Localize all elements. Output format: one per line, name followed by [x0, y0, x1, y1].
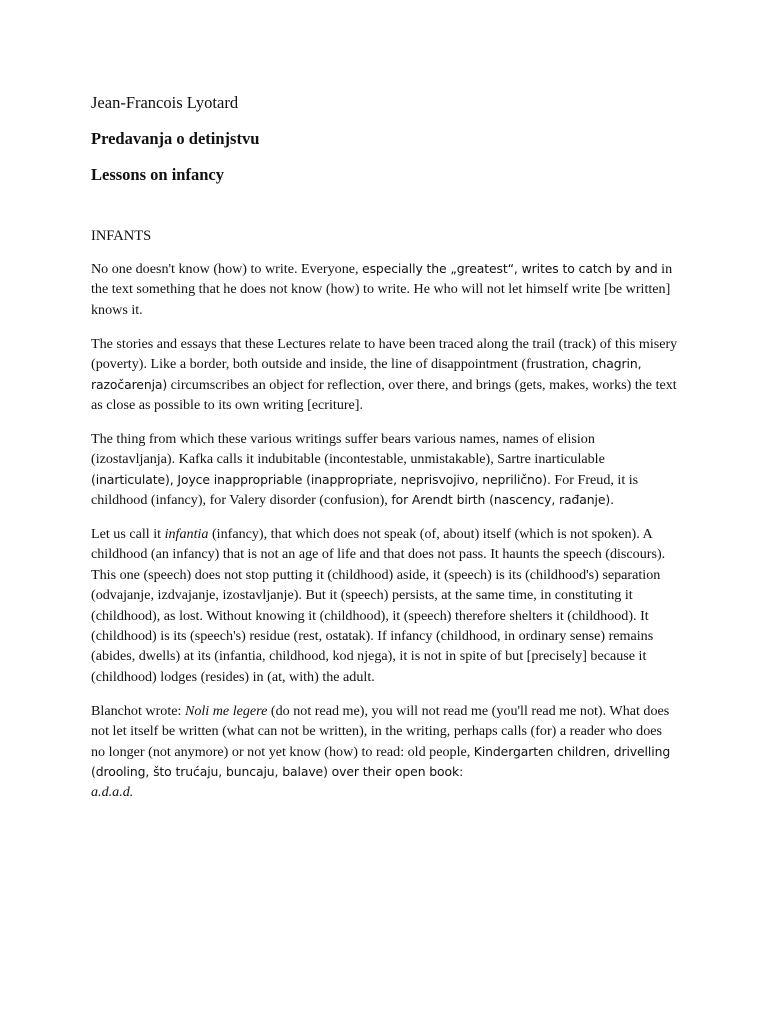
paragraph-3-text-b: (inarticulate), Joyce inappropriable (inappropriate, neprisvojivo, neprilično).: [91, 471, 551, 487]
paragraph-5-signoff: a.d.a.d.: [91, 784, 134, 801]
paragraph-1-text-c: in the text something that he does not know (how) to write. He who will not let himself write [be written] knows it.: [91, 261, 673, 318]
paragraph-2-text-b: chagrin, razočarenja): [91, 356, 642, 392]
paragraph-4-italic: infantia: [164, 525, 209, 542]
paragraph-2-text-a: The stories and essays that these Lectures relate to have been traced along the trail (track) of this misery (poverty). Like a border, both outside and inside, the line of disappointment (frustration,: [91, 335, 678, 373]
paragraph-1: [91, 259, 678, 320]
section-heading: INFANTS: [91, 228, 152, 244]
paragraph-3-text-d: for Arendt birth (nascency, rađanje).: [391, 492, 614, 508]
paragraph-5-text-b: (do not read me), you will not read me (you'll read me not). What does not let itself be written (what can not be written), in the writing, perhaps calls (for) a reader who does no longer (not anymore) or not yet know (how) to read: old people,: [91, 702, 670, 760]
title-english: Lessons on infancy: [91, 165, 224, 184]
paragraph-4: [91, 524, 678, 687]
paragraph-3: [91, 429, 678, 511]
paragraph-4-text-b: (infancy), that which does not speak (of, about) itself (which is not spoken). A childhood (an infancy) that is not an age of life and that does not pass. It haunts the speech (discours). This one (speech) does not stop putting it (childhood) aside, it (speech) is its (childhood's) separation (odvajanje, izdvajanje, izostavljanje). But it (speech) persists, at the same time, in constituting it (childhood), as lost. Without knowing it (childhood), it (speech) therefore shelters it (childhood). It (childhood) is its (speech's) residue (rest, ostatak). If infancy (childhood, in ordinary sense) remains (abides, dwells) at its (infantia, childhood, kod njega), it is not in spite of but [precisely] because it (childhood) lodges (resides) in (at, with) the adult.: [91, 525, 666, 685]
paragraph-2-text-c: circumscribes an object for reflection, over there, and brings (gets, makes, works) the text as close as possible to its own writing [ecriture].: [91, 376, 677, 413]
paragraph-5: [91, 701, 678, 803]
paragraph-1-text-b: especially the „greatest“, writes to catch by and: [362, 261, 658, 276]
paragraph-2: [91, 334, 678, 416]
author-name: Jean-Francois Lyotard: [91, 93, 239, 112]
paragraph-1-text-a: No one doesn't know (how) to write. Everyone,: [91, 261, 363, 277]
paragraph-5-text-c: Kindergarten children, drivelling (drooling, što trućaju, buncaju, balave) over their open book:: [91, 743, 671, 779]
paragraph-3-text-a: The thing from which these various writings suffer bears various names, names of elision (izostavljanja). Kafka calls it indubitable (incontestable, unmistakable), Sartre inarticulable: [91, 430, 605, 468]
title-serbian: Predavanja o detinjstvu: [91, 129, 260, 148]
paragraph-5-italic: Noli me legere: [184, 702, 268, 719]
paragraph-5-text-a: Blanchot wrote:: [91, 702, 185, 719]
paragraph-4-text-a: Let us call it: [91, 525, 165, 542]
paragraph-3-text-c: For Freud, it is childhood (infancy), for Valery disorder (confusion),: [91, 471, 639, 509]
